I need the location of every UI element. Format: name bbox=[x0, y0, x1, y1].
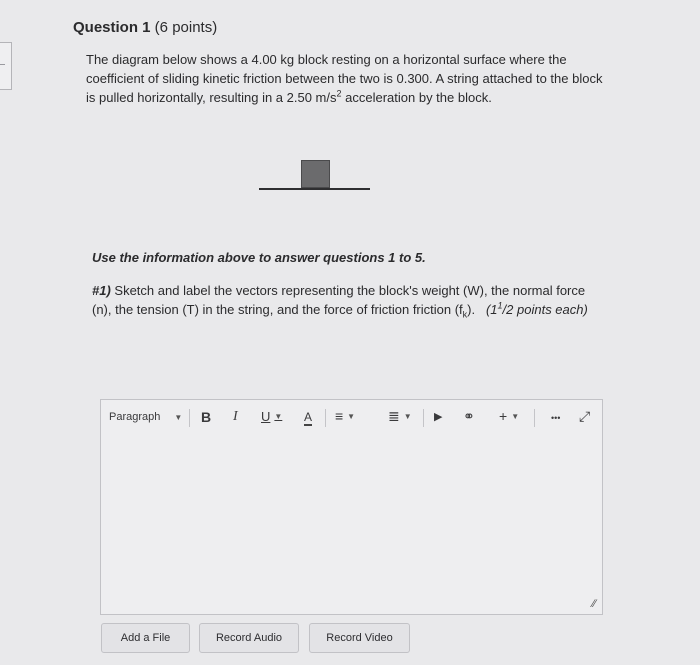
record-video-button[interactable] bbox=[309, 623, 410, 653]
chevron-down-icon: ▼ bbox=[511, 411, 520, 421]
font-color-button[interactable] bbox=[304, 410, 312, 426]
add-file-label: Add a File bbox=[120, 632, 171, 644]
align-icon: ≡ bbox=[335, 408, 344, 424]
add-file-button[interactable] bbox=[101, 623, 190, 653]
font-color-icon: A bbox=[304, 410, 313, 424]
link-icon: ⚭ bbox=[463, 408, 475, 424]
resize-handle-icon[interactable]: ∕∕ bbox=[592, 598, 596, 610]
record-video-label: Record Video bbox=[326, 632, 393, 644]
subquestion-text-2: ). bbox=[467, 302, 476, 317]
align-button[interactable] bbox=[335, 408, 355, 424]
italic-button[interactable] bbox=[233, 409, 238, 425]
fullscreen-button[interactable] bbox=[579, 408, 590, 425]
answer-editor[interactable] bbox=[100, 399, 603, 615]
question-points: (6 points) bbox=[150, 19, 218, 36]
diagram-surface bbox=[259, 188, 370, 190]
subquestion-number: #1) bbox=[92, 283, 111, 298]
bold-button[interactable] bbox=[201, 409, 211, 425]
underline-icon: U bbox=[261, 409, 271, 424]
insert-link-button[interactable] bbox=[463, 408, 475, 425]
record-audio-label: Record Audio bbox=[215, 632, 283, 644]
paragraph-dropdown[interactable] bbox=[109, 411, 182, 423]
list-button[interactable] bbox=[388, 408, 412, 425]
toolbar-divider bbox=[534, 409, 535, 427]
bold-icon: B bbox=[201, 409, 212, 425]
prompt-superscript: 2 bbox=[336, 88, 342, 99]
points-prefix: (1 bbox=[485, 302, 498, 317]
plus-icon: + bbox=[499, 408, 508, 424]
list-icon: ≣ bbox=[388, 408, 400, 424]
record-audio-button[interactable] bbox=[199, 623, 299, 653]
chevron-down-icon: ▼ bbox=[174, 412, 183, 422]
expand-icon: ⤢ bbox=[579, 408, 591, 424]
question-number: Question 1 bbox=[73, 19, 151, 36]
insert-more-button[interactable] bbox=[499, 408, 519, 424]
insert-media-button[interactable] bbox=[434, 410, 442, 423]
more-icon: ••• bbox=[551, 413, 561, 423]
subquestion bbox=[92, 281, 597, 319]
side-tab-mark bbox=[0, 64, 5, 65]
subquestion-text-1: Sketch and label the vectors representing the block's weight (W), the normal force (n), the tension (T) in the string, and the force of friction friction (f bbox=[92, 283, 586, 317]
chevron-down-icon: ▼ bbox=[403, 412, 412, 421]
points-superscript: 1 bbox=[497, 300, 503, 311]
instructions-text: Use the information above to answer questions 1 to 5. bbox=[92, 250, 426, 265]
toolbar-divider bbox=[423, 409, 424, 427]
chevron-down-icon: ▼ bbox=[347, 411, 356, 421]
side-tab[interactable] bbox=[0, 42, 12, 90]
italic-icon: I bbox=[233, 409, 238, 424]
more-options-button[interactable] bbox=[551, 413, 560, 423]
subquestion-points bbox=[486, 302, 588, 317]
paragraph-label: Paragraph bbox=[109, 411, 161, 423]
underline-button[interactable] bbox=[261, 409, 282, 424]
toolbar-divider bbox=[325, 409, 326, 427]
diagram-block bbox=[301, 160, 330, 188]
points-suffix: /2 points each) bbox=[502, 302, 588, 317]
toolbar-divider bbox=[189, 409, 190, 427]
subquestion-subscript: k bbox=[462, 309, 468, 320]
chevron-down-icon: ▼ bbox=[274, 412, 283, 421]
editor-toolbar bbox=[101, 400, 602, 437]
question-prompt bbox=[86, 50, 611, 107]
prompt-text-2: acceleration by the block. bbox=[341, 90, 492, 105]
question-title bbox=[73, 19, 217, 36]
media-icon: ▶ bbox=[434, 411, 443, 423]
prompt-text-1: The diagram below shows a 4.00 kg block resting on a horizontal surface where the coefficient of sliding kinetic friction between the two is 0.300. A string attached to the block is pulled horizontally, resulting in a 2.50 m/s bbox=[86, 52, 603, 105]
